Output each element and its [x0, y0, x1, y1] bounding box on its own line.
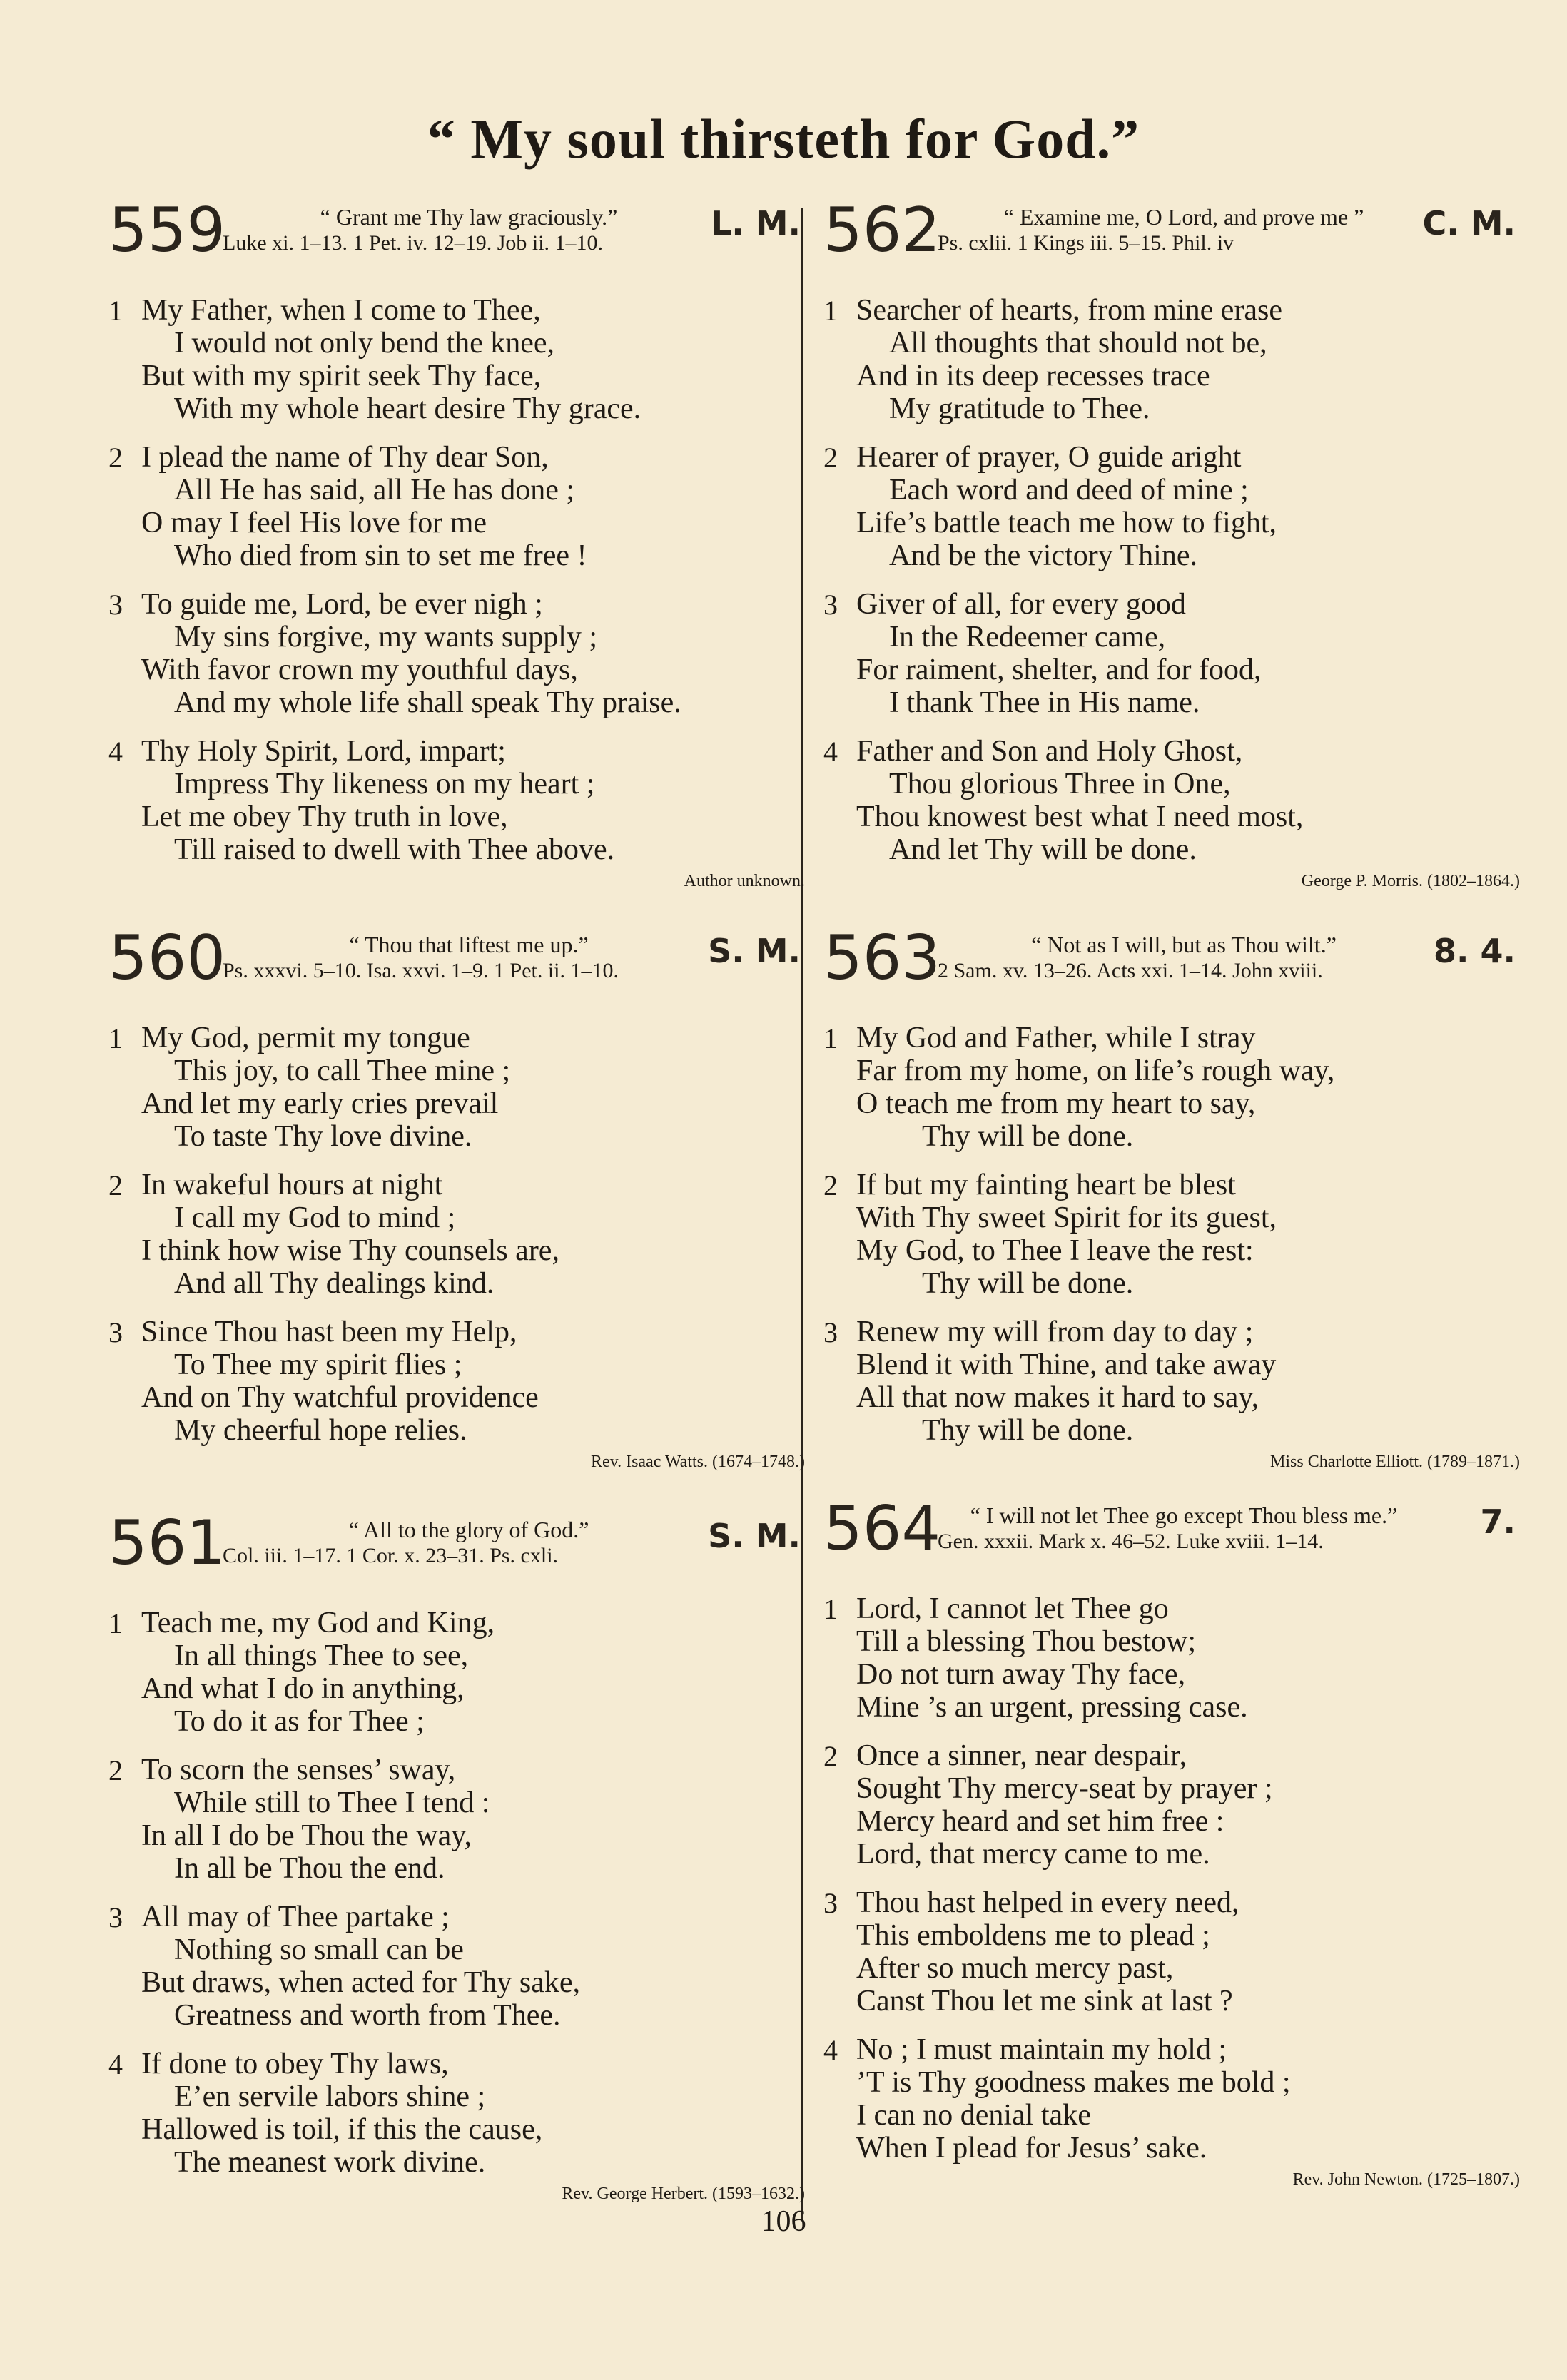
verse-line: Each word and deed of mine ; [889, 474, 1249, 507]
verse-line: Sought Thy mercy-seat by prayer ; [856, 1772, 1273, 1805]
verse-line: For raiment, shelter, and for food, [856, 654, 1262, 686]
stanza-number: 2 [823, 1169, 838, 1201]
verse-line: No ; I must maintain my hold ; [856, 2033, 1227, 2066]
verse-line: And my whole life shall speak Thy praise. [174, 686, 681, 719]
stanza [108, 1901, 808, 2032]
stanza-number: 1 [108, 1607, 123, 1639]
verse-line: Till raised to dwell with Thee above. [174, 833, 615, 866]
hymn-header [108, 1507, 808, 1591]
verse-line: When I plead for Jesus’ sake. [856, 2132, 1207, 2165]
hymn-number: 560 [108, 922, 226, 994]
verse-line: But draws, when acted for Thy sake, [141, 1966, 581, 1999]
verse-line: Once a sinner, near despair, [856, 1739, 1187, 1772]
hymn-562 [823, 195, 1523, 891]
stanza [108, 735, 808, 866]
verse-line: Thy will be done. [922, 1267, 1134, 1300]
verse-line: Canst Thou let me sink at last ? [856, 1985, 1233, 2018]
hymn-author: George P. Morris. (1802–1864.) [1301, 872, 1520, 890]
hymn-header [108, 195, 808, 278]
verse-line: Till a blessing Thou bestow; [856, 1625, 1197, 1658]
hymn-561 [108, 1507, 808, 2204]
scripture-references: 2 Sam. xv. 13–26. Acts xxi. 1–14. John xviii. [938, 959, 1323, 982]
verse-line: My gratitude to Thee. [889, 392, 1150, 425]
hymn-author: Rev. George Herbert. (1593–1632.) [562, 2185, 805, 2203]
verse-line: While still to Thee I tend : [174, 1786, 490, 1819]
verse-line: Thou hast helped in every need, [856, 1886, 1239, 1919]
hymn-author: Miss Charlotte Elliott. (1789–1871.) [1270, 1453, 1520, 1471]
verse-line: In all I do be Thou the way, [141, 1819, 472, 1852]
stanza-number: 3 [108, 1901, 123, 1933]
verse-line: Lord, that mercy came to me. [856, 1838, 1210, 1871]
verse-line: And let Thy will be done. [889, 833, 1197, 866]
hymn-header [823, 195, 1523, 278]
verse-line: I would not only bend the knee, [174, 327, 555, 360]
verse-line: Mercy heard and set him free : [856, 1805, 1224, 1838]
scripture-references: Luke xi. 1–13. 1 Pet. iv. 12–19. Job ii. 1–10. [223, 231, 604, 255]
stanza-number: 1 [108, 1022, 123, 1054]
stanza [108, 1607, 808, 1738]
hymn-number: 564 [823, 1493, 941, 1565]
stanza [823, 588, 1523, 719]
verse-line: In all be Thou the end. [174, 1852, 445, 1885]
hymn-subtitle: “ All to the glory of God.” [348, 1517, 589, 1542]
verse-line: This emboldens me to plead ; [856, 1919, 1210, 1952]
verse-line: If but my fainting heart be blest [856, 1169, 1236, 1201]
verse-line: In the Redeemer came, [889, 621, 1166, 654]
stanza [823, 1316, 1523, 1447]
stanza-number: 2 [823, 1740, 838, 1772]
stanza [108, 1022, 808, 1153]
verse-line: My God, permit my tongue [141, 1022, 470, 1054]
hymn-563 [823, 922, 1523, 1472]
verse-line: O may I feel His love for me [141, 507, 487, 539]
stanza-number: 4 [108, 736, 123, 768]
verse-line: Impress Thy likeness on my heart ; [174, 768, 595, 800]
stanza [823, 441, 1523, 572]
stanza [823, 1169, 1523, 1300]
verse-line: Mine ’s an urgent, pressing case. [856, 1691, 1248, 1724]
hymn-meter: L. M. [710, 204, 801, 243]
stanza [108, 1754, 808, 1885]
verse-line: Teach me, my God and King, [141, 1607, 495, 1639]
stanza-number: 1 [823, 1022, 838, 1054]
verse-line: I think how wise Thy counsels are, [141, 1234, 559, 1267]
hymn-meter: 7. [1480, 1502, 1516, 1541]
verse-line: Since Thou hast been my Help, [141, 1316, 517, 1348]
verse-line: Thou knowest best what I need most, [856, 800, 1304, 833]
stanza-number: 3 [108, 589, 123, 621]
hymn-559 [108, 195, 808, 891]
hymn-meter: S. M. [708, 932, 801, 970]
hymn-author: Rev. John Newton. (1725–1807.) [1292, 2170, 1520, 2189]
verse-line: Lord, I cannot let Thee go [856, 1592, 1169, 1625]
verse-line: With favor crown my youthful days, [141, 654, 578, 686]
verse-line: And be the victory Thine. [889, 539, 1197, 572]
verse-line: Thou glorious Three in One, [889, 768, 1231, 800]
hymn-meter: 8. 4. [1434, 932, 1516, 970]
stanza-number: 3 [108, 1316, 123, 1348]
verse-line: To do it as for Thee ; [174, 1705, 425, 1738]
verse-line: Father and Son and Holy Ghost, [856, 735, 1243, 768]
page-title: “ My soul thirsteth for God.” [427, 108, 1140, 170]
hymn-number: 563 [823, 922, 941, 994]
stanza-number: 2 [823, 442, 838, 474]
hymn-number: 559 [108, 195, 226, 266]
stanza [108, 588, 808, 719]
verse-line: Who died from sin to set me free ! [174, 539, 587, 572]
scripture-references: Gen. xxxii. Mark x. 46–52. Luke xviii. 1–14. [938, 1530, 1324, 1553]
verse-line: To scorn the senses’ sway, [141, 1754, 456, 1786]
verse-line: Do not turn away Thy face, [856, 1658, 1186, 1691]
stanza-number: 4 [108, 2048, 123, 2080]
verse-line: Greatness and worth from Thee. [174, 1999, 561, 2032]
hymn-header [108, 922, 808, 1006]
stanza [108, 1169, 808, 1300]
page-number: 106 [761, 2205, 806, 2238]
verse-line: ’T is Thy goodness makes me bold ; [856, 2066, 1291, 2099]
verse-line: All may of Thee partake ; [141, 1901, 450, 1933]
verse-line: To taste Thy love divine. [174, 1120, 472, 1153]
verse-line: I call my God to mind ; [174, 1201, 456, 1234]
hymn-subtitle: “ Not as I will, but as Thou wilt.” [1031, 932, 1337, 957]
verse-line: Renew my will from day to day ; [856, 1316, 1254, 1348]
verse-line: To Thee my spirit flies ; [174, 1348, 462, 1381]
verse-line: Life’s battle teach me how to fight, [856, 507, 1277, 539]
verse-line: Let me obey Thy truth in love, [141, 800, 508, 833]
verse-line: The meanest work divine. [174, 2146, 486, 2179]
stanza-number: 2 [108, 1169, 123, 1201]
stanza-number: 3 [823, 589, 838, 621]
verse-line: And what I do in anything, [141, 1672, 465, 1705]
verse-line: Nothing so small can be [174, 1933, 464, 1966]
verse-line: I plead the name of Thy dear Son, [141, 441, 549, 474]
stanza [823, 1592, 1523, 1724]
scripture-references: Ps. cxlii. 1 Kings iii. 5–15. Phil. iv [938, 231, 1234, 255]
verse-line: Thy will be done. [922, 1120, 1134, 1153]
stanza [823, 294, 1523, 425]
hymn-header [823, 922, 1523, 1006]
stanza [823, 1022, 1523, 1153]
verse-line: Far from my home, on life’s rough way, [856, 1054, 1335, 1087]
verse-line: I can no denial take [856, 2099, 1091, 2132]
hymn-560 [108, 922, 808, 1472]
verse-line: And in its deep recesses trace [856, 360, 1210, 392]
hymn-header [823, 1493, 1523, 1577]
verse-line: My Father, when I come to Thee, [141, 294, 541, 327]
stanza-number: 3 [823, 1887, 838, 1919]
hymn-meter: S. M. [708, 1517, 801, 1555]
verse-line: Thy Holy Spirit, Lord, impart; [141, 735, 506, 768]
verse-line: All thoughts that should not be, [889, 327, 1267, 360]
verse-line: Hearer of prayer, O guide aright [856, 441, 1242, 474]
verse-line: This joy, to call Thee mine ; [174, 1054, 511, 1087]
verse-line: In all things Thee to see, [174, 1639, 469, 1672]
hymn-subtitle: “ Grant me Thy law graciously.” [320, 204, 618, 230]
stanza [108, 2048, 808, 2179]
scripture-references: Col. iii. 1–17. 1 Cor. x. 23–31. Ps. cxli. [223, 1544, 559, 1567]
hymn-author: Author unknown. [684, 872, 805, 890]
verse-line: But with my spirit seek Thy face, [141, 360, 542, 392]
stanza [823, 1739, 1523, 1871]
verse-line: My sins forgive, my wants supply ; [174, 621, 598, 654]
stanza [108, 1316, 808, 1447]
verse-line: Thy will be done. [922, 1414, 1134, 1447]
stanza-number: 4 [823, 736, 838, 768]
stanza-number: 1 [108, 295, 123, 327]
verse-line: If done to obey Thy laws, [141, 2048, 449, 2080]
stanza-number: 1 [823, 1593, 838, 1625]
verse-line: Blend it with Thine, and take away [856, 1348, 1277, 1381]
verse-line: All He has said, all He has done ; [174, 474, 575, 507]
verse-line: To guide me, Lord, be ever nigh ; [141, 588, 543, 621]
verse-line: After so much mercy past, [856, 1952, 1174, 1985]
hymn-author: Rev. Isaac Watts. (1674–1748.) [591, 1453, 805, 1471]
verse-line: And all Thy dealings kind. [174, 1267, 495, 1300]
hymn-subtitle: “ Thou that liftest me up.” [349, 932, 589, 957]
stanza-number: 1 [823, 295, 838, 327]
verse-line: My God, to Thee I leave the rest: [856, 1234, 1254, 1267]
verse-line: Hallowed is toil, if this the cause, [141, 2113, 543, 2146]
scripture-references: Ps. xxxvi. 5–10. Isa. xxvi. 1–9. 1 Pet. ii. 1–10. [223, 959, 619, 982]
verse-line: Searcher of hearts, from mine erase [856, 294, 1283, 327]
verse-line: My cheerful hope relies. [174, 1414, 467, 1447]
stanza-number: 2 [108, 442, 123, 474]
hymn-subtitle: “ Examine me, O Lord, and prove me ” [1003, 204, 1364, 230]
stanza [108, 441, 808, 572]
stanza [108, 294, 808, 425]
verse-line: Giver of all, for every good [856, 588, 1186, 621]
verse-line: And on Thy watchful providence [141, 1381, 539, 1414]
verse-line: All that now makes it hard to say, [856, 1381, 1259, 1414]
verse-line: I thank Thee in His name. [889, 686, 1200, 719]
stanza-number: 4 [823, 2034, 838, 2066]
hymn-subtitle: “ I will not let Thee go except Thou bless me.” [970, 1502, 1398, 1528]
hymn-564 [823, 1493, 1523, 2190]
stanza [823, 735, 1523, 866]
verse-line: In wakeful hours at night [141, 1169, 443, 1201]
verse-line: And let my early cries prevail [141, 1087, 499, 1120]
hymn-number: 562 [823, 195, 941, 266]
verse-line: With my whole heart desire Thy grace. [174, 392, 641, 425]
verse-line: With Thy sweet Spirit for its guest, [856, 1201, 1277, 1234]
stanza-number: 2 [108, 1754, 123, 1786]
hymn-meter: C. M. [1422, 204, 1516, 243]
verse-line: My God and Father, while I stray [856, 1022, 1256, 1054]
verse-line: O teach me from my heart to say, [856, 1087, 1256, 1120]
stanza-number: 3 [823, 1316, 838, 1348]
hymn-number: 561 [108, 1507, 226, 1579]
verse-line: E’en servile labors shine ; [174, 2080, 486, 2113]
stanza [823, 2033, 1523, 2165]
stanza [823, 1886, 1523, 2018]
